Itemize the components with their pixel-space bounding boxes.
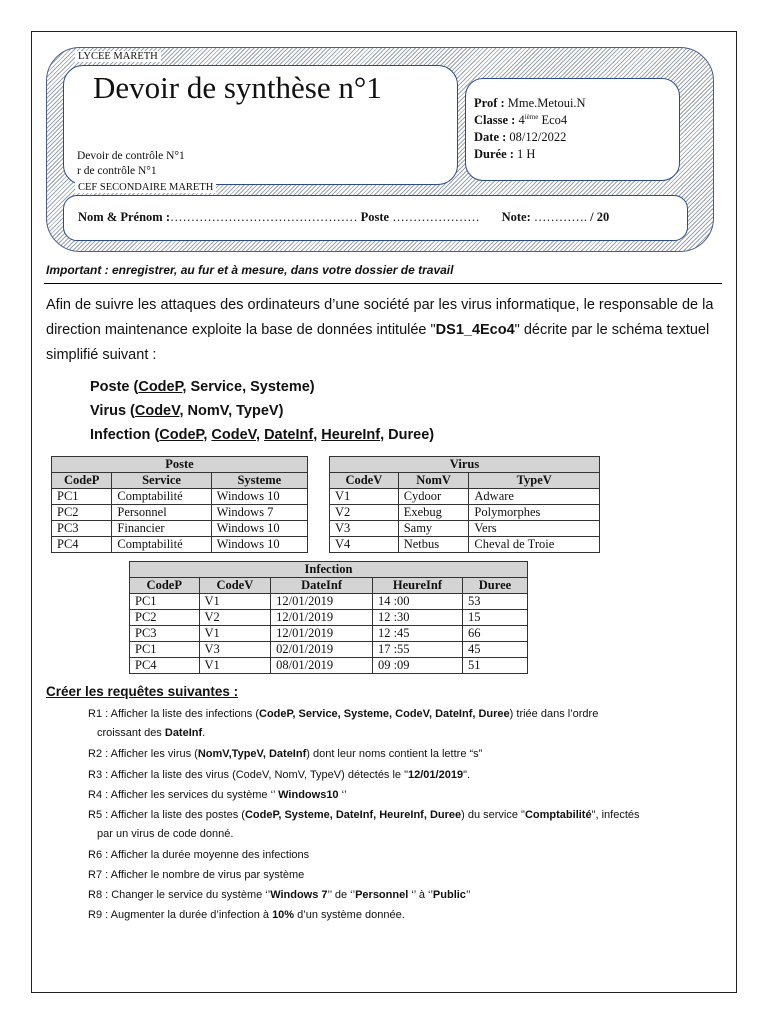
important-note: Important : enregistrer, au fur et à mesure, dans votre dossier de travail xyxy=(46,263,454,277)
date-line: Date : 08/12/2022 xyxy=(474,130,567,144)
request-r9: R9 : Augmenter la durée d’infection à 10% d’un système donnée. xyxy=(88,909,405,921)
poste-table xyxy=(51,456,308,553)
table-row: PC1 V1 12/01/2019 14 :00 53 xyxy=(130,594,528,610)
table-row: PC2 V2 12/01/2019 12 :30 15 xyxy=(130,610,528,626)
schema-infection: Infection (CodeP, CodeV, DateInf, HeureInf, Duree) xyxy=(90,427,435,443)
request-r7: R7 : Afficher le nombre de virus par système xyxy=(88,869,305,881)
column-header: HeureInf xyxy=(372,578,462,594)
school-name-bottom: CEF SECONDAIRE MARETH xyxy=(75,182,216,193)
table-row: PC4 V1 08/01/2019 09 :09 51 xyxy=(130,658,528,674)
request-r6: R6 : Afficher la durée moyenne des infections xyxy=(88,849,310,861)
request-r1: R1 : Afficher la liste des infections (CodeP, Service, Systeme, CodeV, DateInf, Duree) triée dans l’ordre croissant des DateInf. xyxy=(88,708,599,739)
column-header: DateInf xyxy=(271,578,373,594)
column-header: Service xyxy=(112,473,211,489)
student-info-line: Nom & Prénom :……………………………………… Poste ………………… Note: …………. / 20 xyxy=(78,210,610,224)
prof-line: Prof : Mme.Metoui.N xyxy=(474,96,586,110)
column-header: Duree xyxy=(462,578,527,594)
classe-line: Classe : 4ième Eco4 xyxy=(474,113,568,128)
request-r5: R5 : Afficher la liste des postes (CodeP, Systeme, DateInf, HeureInf, Duree) du service "Comptabilité", infectés par un virus de code donné. xyxy=(88,809,640,840)
column-header: CodeP xyxy=(130,578,200,594)
table-row: V3 Samy Vers xyxy=(330,521,600,537)
duree-line: Durée : 1 H xyxy=(474,147,536,161)
infection-table xyxy=(129,561,528,674)
table-row: PC2 Personnel Windows 7 xyxy=(52,505,308,521)
divider xyxy=(44,283,722,284)
schema-virus: Virus (CodeV, NomV, TypeV) xyxy=(90,403,284,419)
table-row: PC3 V1 12/01/2019 12 :45 66 xyxy=(130,626,528,642)
table-row: PC1 V3 02/01/2019 17 :55 45 xyxy=(130,642,528,658)
request-r8: R8 : Changer le service du système ‘’Windows 7’’ de ‘’Personnel ‘’ à ‘’Public’’ xyxy=(88,889,471,901)
table-row: PC4 Comptabilité Windows 10 xyxy=(52,537,308,553)
table-row: V1 Cydoor Adware xyxy=(330,489,600,505)
table-row: PC1 Comptabilité Windows 10 xyxy=(52,489,308,505)
request-r2: R2 : Afficher les virus (NomV,TypeV, DateInf) dont leur noms contient la lettre “s” xyxy=(88,748,483,760)
column-header: TypeV xyxy=(469,473,600,489)
table-row: PC3 Financier Windows 10 xyxy=(52,521,308,537)
subtitle-1: Devoir de contrôle N°1 xyxy=(77,150,185,162)
requests-heading: Créer les requêtes suivantes : xyxy=(46,684,239,699)
page-title: Devoir de synthèse n°1 xyxy=(93,70,382,105)
table-row: V4 Netbus Cheval de Troie xyxy=(330,537,600,553)
schema-poste: Poste (CodeP, Service, Systeme) xyxy=(90,379,315,395)
intro-paragraph: Afin de suivre les attaques des ordinateurs d’une société par les virus informatique, le responsable de la direction maintenance exploite la base de données intitulée "DS1_4Eco4" décrite par le schéma textuel simplifié suivant : xyxy=(46,297,714,363)
column-header: NomV xyxy=(398,473,469,489)
subtitle-2: r de contrôle N°1 xyxy=(77,165,157,177)
virus-table xyxy=(329,456,600,553)
school-name-top: LYCEE MARETH xyxy=(75,51,161,62)
column-header: Systeme xyxy=(211,473,307,489)
table-title: Poste xyxy=(52,457,308,473)
table-title: Infection xyxy=(130,562,528,578)
column-header: CodeV xyxy=(199,578,271,594)
table-row: V2 Exebug Polymorphes xyxy=(330,505,600,521)
request-r3: R3 : Afficher la liste des virus (CodeV, NomV, TypeV) détectés le "12/01/2019". xyxy=(88,769,471,781)
column-header: CodeP xyxy=(52,473,112,489)
table-title: Virus xyxy=(330,457,600,473)
column-header: CodeV xyxy=(330,473,399,489)
request-r4: R4 : Afficher les services du système ‘’ Windows10 ‘’ xyxy=(88,789,347,801)
